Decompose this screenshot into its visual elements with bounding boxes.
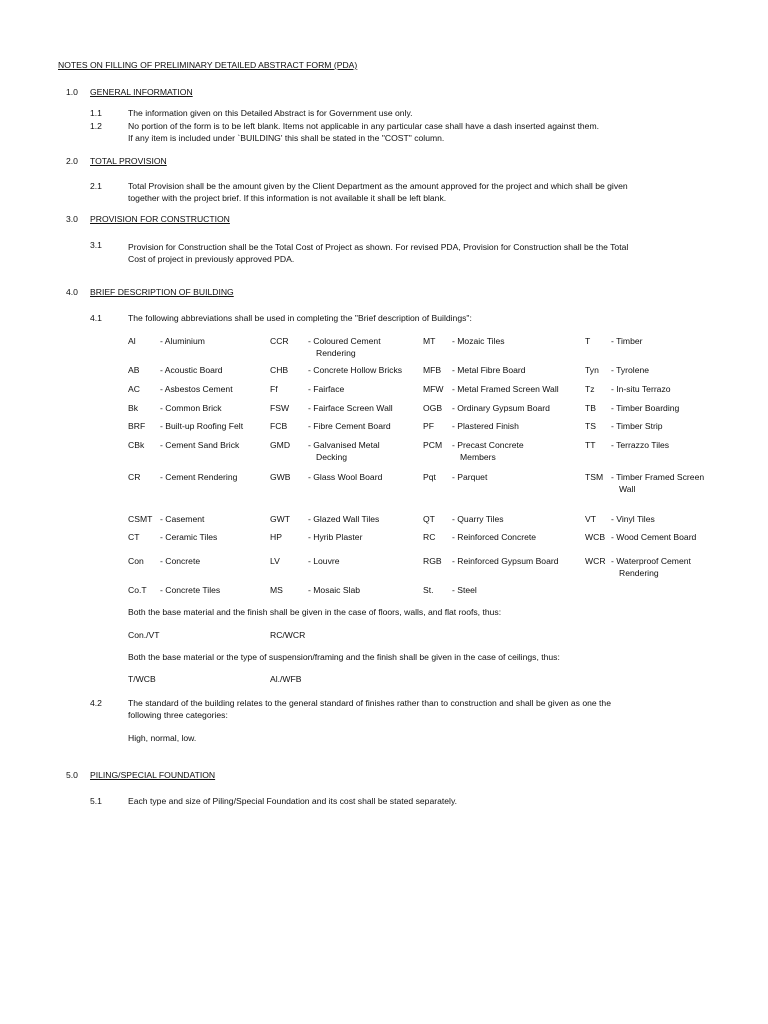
abbreviation-code: CHB <box>270 365 289 375</box>
abbreviation-description-line: - Reinforced Gypsum Board <box>452 556 559 566</box>
abbreviation-description <box>160 514 204 526</box>
abbreviation-code: VT <box>585 514 596 524</box>
abbreviation-description <box>452 384 559 396</box>
abbreviation-description-line: - Timber Framed Screen <box>611 472 705 482</box>
abbreviation-code: BRF <box>128 421 146 431</box>
abbreviation-description <box>611 336 643 348</box>
abbreviation-description-line: - Metal Fibre Board <box>452 365 526 375</box>
item-number: 1.2 <box>90 121 102 131</box>
abbreviation-description-line: - Terrazzo Tiles <box>611 440 670 450</box>
abbreviation-description-line: - Coloured Cement <box>308 336 381 346</box>
item-text: The following abbreviations shall be used in completing the "Brief description of Buildings": <box>128 313 472 323</box>
example-code: T/WCB <box>128 674 156 684</box>
abbreviation-description <box>160 384 233 396</box>
section-heading: BRIEF DESCRIPTION OF BUILDING <box>90 287 234 297</box>
abbreviation-code: RC <box>423 532 436 542</box>
abbreviation-code: CBk <box>128 440 145 450</box>
item-text-continued: High, normal, low. <box>128 733 197 743</box>
abbreviation-description <box>160 403 222 415</box>
abbreviation-description-line: - Galvanised Metal <box>308 440 380 450</box>
abbreviation-code: TT <box>585 440 596 450</box>
abbreviation-description-line: - Casement <box>160 514 205 524</box>
abbreviation-code: PCM <box>423 440 443 450</box>
item-text: The standard of the building relates to the general standard of finishes rather than to construction and shall be given as one the <box>128 698 611 708</box>
item-text-continued: following three categories: <box>128 710 228 720</box>
abbreviation-description-line: - Aluminium <box>160 336 205 346</box>
abbreviation-description-line: - Common Brick <box>160 403 222 413</box>
abbreviation-description-line: - Vinyl Tiles <box>611 514 655 524</box>
abbreviation-description <box>452 421 519 433</box>
abbreviation-code: GMD <box>270 440 291 450</box>
abbreviation-code: Tyn <box>585 365 599 375</box>
abbreviation-description-line: - Tyrolene <box>611 365 650 375</box>
section-number: 2.0 <box>66 156 78 166</box>
abbreviation-description-line: - Reinforced Concrete <box>452 532 537 542</box>
abbreviation-description <box>452 532 536 544</box>
item-text: Each type and size of Piling/Special Foundation and its cost shall be stated separately. <box>128 796 457 806</box>
abbreviation-code: TB <box>585 403 596 413</box>
example-code: Al./WFB <box>270 674 302 684</box>
abbreviation-description <box>611 532 696 544</box>
abbreviation-code: WCB <box>585 532 606 542</box>
example-code: RC/WCR <box>270 630 306 640</box>
abbreviation-description <box>452 585 477 597</box>
section-heading: PROVISION FOR CONSTRUCTION <box>90 214 230 224</box>
abbreviation-code: PF <box>423 421 434 431</box>
abbreviation-description <box>308 403 393 415</box>
abbreviation-code: MFW <box>423 384 444 394</box>
section-heading: TOTAL PROVISION <box>90 156 167 166</box>
abbreviation-code: Co.T <box>128 585 147 595</box>
abbreviation-description-line: - Ordinary Gypsum Board <box>452 403 550 413</box>
abbreviation-description <box>308 556 340 568</box>
abbreviation-code: CSMT <box>128 514 153 524</box>
abbreviation-description-line: Rendering <box>316 347 356 358</box>
abbreviation-description-line: - Concrete Tiles <box>160 585 221 595</box>
abbreviation-description <box>611 384 671 396</box>
abbreviation-code: Con <box>128 556 144 566</box>
abbreviation-code: FCB <box>270 421 288 431</box>
abbreviation-description-line: - Timber Strip <box>611 421 663 431</box>
abbreviation-description-line: - Timber Boarding <box>611 403 680 413</box>
abbreviation-description <box>308 440 380 463</box>
note-text: Both the base material and the finish shall be given in the case of floors, walls, and flat roofs, thus: <box>128 607 502 617</box>
abbreviation-code: RGB <box>423 556 442 566</box>
item-text: The information given on this Detailed Abstract is for Government use only. <box>128 108 413 118</box>
abbreviation-description-line: - Plastered Finish <box>452 421 519 431</box>
section-heading: PILING/SPECIAL FOUNDATION <box>90 770 216 780</box>
abbreviation-code: FSW <box>270 403 290 413</box>
abbreviation-description-line: - Cement Rendering <box>160 472 238 482</box>
abbreviation-code: LV <box>270 556 280 566</box>
abbreviation-code: Tz <box>585 384 595 394</box>
abbreviation-description-line: - Louvre <box>308 556 340 566</box>
abbreviation-description <box>308 421 391 433</box>
abbreviation-description <box>611 556 691 579</box>
section-number: 5.0 <box>66 770 78 780</box>
abbreviation-description <box>452 403 550 415</box>
abbreviation-description-line: - Glazed Wall Tiles <box>308 514 380 524</box>
abbreviation-description <box>611 403 679 415</box>
abbreviation-description <box>308 365 402 377</box>
item-number: 5.1 <box>90 796 102 806</box>
abbreviation-description-line: - Precast Concrete <box>452 440 524 450</box>
abbreviation-description-line: - Metal Framed Screen Wall <box>452 384 559 394</box>
item-text: Provision for Construction shall be the Total Cost of Project as shown. For revised PDA, Provision for Construction shall be the Total <box>128 242 629 252</box>
abbreviation-description-line: - In-situ Terrazo <box>611 384 671 394</box>
note-text: Both the base material or the type of suspension/framing and the finish shall be given in the case of ceilings, thus: <box>128 652 560 662</box>
abbreviation-code: MT <box>423 336 436 346</box>
abbreviation-description <box>611 421 663 433</box>
abbreviation-code: St. <box>423 585 434 595</box>
section-number: 1.0 <box>66 87 78 97</box>
item-text: No portion of the form is to be left blank. Items not applicable in any particular case shall have a dash inserted against them. <box>128 121 600 131</box>
abbreviation-code: Pqt <box>423 472 436 482</box>
abbreviation-description <box>308 472 382 484</box>
abbreviation-description-line: - Built-up Roofing Felt <box>160 421 244 431</box>
abbreviation-description <box>611 365 649 377</box>
abbreviation-description-line: - Cement Sand Brick <box>160 440 240 450</box>
section-heading: GENERAL INFORMATION <box>90 87 193 97</box>
abbreviation-description <box>160 532 217 544</box>
item-text: Total Provision shall be the amount given by the Client Department as the amount approved for the project and which shall be given <box>128 181 628 191</box>
abbreviation-description <box>452 472 487 484</box>
abbreviation-description <box>452 556 559 568</box>
abbreviation-description-line: - Hyrib Plaster <box>308 532 363 542</box>
abbreviation-description <box>308 585 360 597</box>
abbreviation-description <box>308 384 344 396</box>
abbreviation-description-line: - Wood Cement Board <box>611 532 697 542</box>
abbreviation-code: AB <box>128 365 140 375</box>
abbreviation-code: OGB <box>423 403 443 413</box>
abbreviation-code: HP <box>270 532 282 542</box>
abbreviation-description <box>452 514 504 526</box>
abbreviation-description-line: - Concrete Hollow Bricks <box>308 365 403 375</box>
abbreviation-description-line: - Fibre Cement Board <box>308 421 391 431</box>
abbreviation-code: WCR <box>585 556 606 566</box>
abbreviation-code: GWB <box>270 472 291 482</box>
section-number: 3.0 <box>66 214 78 224</box>
abbreviation-code: QT <box>423 514 435 524</box>
abbreviation-description <box>452 336 505 348</box>
abbreviation-description-line: - Mozaic Tiles <box>452 336 505 346</box>
abbreviation-description-line: - Acoustic Board <box>160 365 223 375</box>
abbreviation-description <box>611 514 655 526</box>
abbreviation-code: CCR <box>270 336 289 346</box>
abbreviation-code: MS <box>270 585 283 595</box>
item-text-continued: If any item is included under `BUILDING' this shall be stated in the "COST" column. <box>128 133 445 143</box>
abbreviation-description <box>308 336 381 359</box>
item-text-continued: Cost of project in previously approved PDA. <box>128 254 295 264</box>
abbreviation-description <box>160 421 243 433</box>
abbreviation-description-line: - Fairface Screen Wall <box>308 403 393 413</box>
item-number: 3.1 <box>90 240 102 250</box>
abbreviation-code: Bk <box>128 403 139 413</box>
example-code: Con./VT <box>128 630 160 640</box>
item-number: 2.1 <box>90 181 102 191</box>
abbreviation-description <box>452 365 526 377</box>
abbreviation-code: CR <box>128 472 141 482</box>
abbreviation-code: TSM <box>585 472 604 482</box>
abbreviation-description <box>611 440 669 452</box>
abbreviation-description <box>611 472 704 495</box>
item-number: 4.2 <box>90 698 102 708</box>
abbreviation-description <box>160 336 205 348</box>
abbreviation-code: CT <box>128 532 140 542</box>
section-number: 4.0 <box>66 287 78 297</box>
abbreviation-description-line: - Timber <box>611 336 643 346</box>
abbreviation-description-line: - Quarry Tiles <box>452 514 504 524</box>
abbreviation-description-line: - Steel <box>452 585 477 595</box>
abbreviation-description-line: - Mosaic Slab <box>308 585 361 595</box>
abbreviation-description-line: - Fairface <box>308 384 345 394</box>
abbreviation-description-line: - Glass Wool Board <box>308 472 383 482</box>
abbreviation-description <box>452 440 524 463</box>
abbreviation-description <box>160 472 237 484</box>
abbreviation-description <box>160 585 220 597</box>
abbreviation-description-line: Members <box>460 451 496 462</box>
item-number: 4.1 <box>90 313 102 323</box>
abbreviation-description-line: Rendering <box>619 567 659 578</box>
abbreviation-code: Al <box>128 336 136 346</box>
abbreviation-description-line: - Asbestos Cement <box>160 384 233 394</box>
abbreviation-code: GWT <box>270 514 291 524</box>
abbreviation-code: MFB <box>423 365 442 375</box>
abbreviation-description <box>160 556 200 568</box>
abbreviation-description <box>160 440 239 452</box>
document-title: NOTES ON FILLING OF PRELIMINARY DETAILED ABSTRACT FORM (PDA) <box>58 60 358 70</box>
abbreviation-description-line: - Concrete <box>160 556 201 566</box>
abbreviation-description-line: - Parquet <box>452 472 488 482</box>
abbreviation-description-line: Wall <box>619 483 636 494</box>
abbreviation-code: AC <box>128 384 140 394</box>
abbreviation-description-line: - Ceramic Tiles <box>160 532 218 542</box>
item-text-continued: together with the project brief. If this information is not available it shall be left blank. <box>128 193 447 203</box>
item-number: 1.1 <box>90 108 102 118</box>
abbreviation-description <box>308 514 379 526</box>
abbreviation-code: T <box>585 336 591 346</box>
abbreviation-description-line: - Waterproof Cement <box>611 556 691 566</box>
abbreviation-code: TS <box>585 421 596 431</box>
abbreviation-description-line: Decking <box>316 451 348 462</box>
abbreviation-description <box>160 365 223 377</box>
abbreviation-code: Ff <box>270 384 278 394</box>
abbreviation-description <box>308 532 362 544</box>
